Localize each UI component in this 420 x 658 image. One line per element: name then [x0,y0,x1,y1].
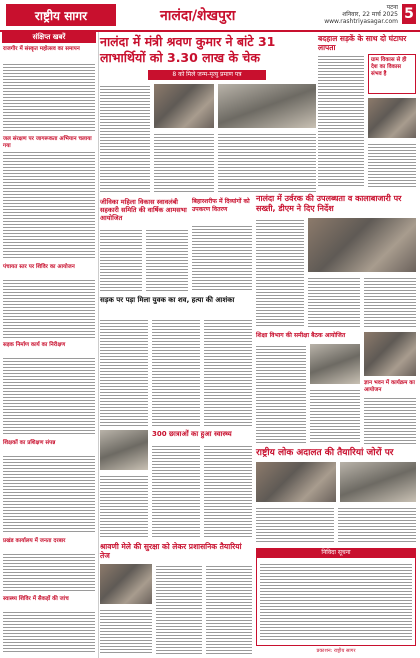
region-title: नालंदा/शेखपुरा [160,8,236,24]
story9-body-text [338,506,416,544]
right-top-photo [368,98,416,138]
story6-photo [310,344,360,384]
story2-photo [308,218,416,272]
masthead-info [324,4,398,25]
advert-footer: प्रकाशन: राष्ट्रीय सागर [316,648,356,654]
story5-body-text [204,318,252,426]
lead-headline: नालंदा में मंत्री श्रवण कुमार ने बांटे 31 लाभार्थियों को 3.30 लाख के चेक [100,34,276,65]
story6-body-text [310,388,360,444]
story7-photo [100,430,148,470]
story3-body-text [100,228,142,292]
date-label: शनिवार, 22 मार्च 2025 [342,11,398,18]
sidebar-body-text [3,150,95,260]
lead-body-text [154,132,214,194]
sidebar-body-text [3,454,95,534]
advert-header: निविदा सूचना [256,548,416,558]
story2-body-text [364,276,416,328]
lead-body-text [100,84,150,194]
sidebar-body-text [3,610,95,654]
story7-body-text [204,444,252,538]
story3-headline: जीविका महिला विकास स्वावलंबी सहकारी समिति की वार्षिक आमसभा आयोजित [100,198,187,222]
story2-headline: नालंदा में उर्वरक की उपलब्धता व कालाबाजारी पर सख्ती, डीएम ने दिए निर्देश [256,194,402,213]
right-mid-photo [364,332,416,376]
lead-body-text [218,132,316,194]
quote-box: ग्राम विकास से ही देश का विकास संभव है [368,54,416,94]
story6-body-text [256,344,306,444]
lead-photo [218,84,316,128]
story5-body-text [100,318,148,426]
right-top-headline: बदहाल सड़कें के साथ दो घंटाघर लापता [318,34,407,52]
story3-body-text [146,228,188,292]
story4-body-text [192,224,252,292]
sidebar-item-title: पंचायत स्तर पर शिविर का आयोजन [3,264,75,270]
story7-body-text [152,444,200,538]
right-top-body-text [368,142,416,188]
lead-badge: 8 को मिले जन्म-मृत्यु प्रमाण पत्र [148,70,266,80]
sidebar-body-text [3,356,95,436]
story10-body-text [364,396,416,444]
story8-body-text [100,608,152,654]
lead-photo [154,84,214,128]
story5-body-text [152,318,200,426]
story2-body-text [256,218,304,328]
web-label: www.rashtriyasagar.com [324,18,398,25]
story7-body-text [100,474,148,538]
sidebar-column [0,32,99,658]
city-label: पटना [386,4,398,11]
sidebar-item-title: प्रखंड कार्यालय में जनता दरबार [3,538,66,544]
story10-headline: ज्ञान भवन में कार्यक्रम का आयोजन [364,380,415,393]
sidebar-item-title: जल संरक्षण पर जागरूकता अभियान चलाया गया [3,136,92,149]
right-top-body-text [318,54,364,188]
story9-body-text [256,506,334,544]
page-number: 5 [402,4,416,24]
story7-headline: 300 छात्राओं का हुआ स्वास्थ्य [152,430,232,438]
story9-photo [256,462,336,502]
sidebar-item-title: राजगीर में संस्कृत महोत्सव का समापन [3,46,80,52]
story6-headline: शिक्षा विभाग की समीक्षा बैठक आयोजित [256,332,346,339]
sidebar-item-title: शिक्षकों का प्रशिक्षण संपन्न [3,440,56,446]
sidebar-body-text [3,62,95,132]
advert-body-text [260,562,412,642]
story9-headline: राष्ट्रीय लोक अदालत की तैयारियां जोरों पर [256,448,394,458]
sidebar-body-text [3,552,95,592]
story8-photo [100,564,152,604]
story8-body-text [206,564,252,654]
sidebar-body-text [3,278,95,338]
story2-body-text [308,276,360,328]
story5-headline: सड़क पर पड़ा मिला युवक का शव, हत्या की आशंका [100,296,235,304]
story8-body-text [156,564,202,654]
section-title: राष्ट्रीय सागर [6,4,116,26]
sidebar-item-title: सड़क निर्माण कार्य का निरीक्षण [3,342,66,348]
story4-headline: बिहारशरीफ में दिव्यांगों को उपकरण वितरण [192,198,250,213]
story8-headline: श्रावणी मेले की सुरक्षा को लेकर प्रशासनिक तैयारियां तेज [100,542,242,560]
sidebar-header: संक्षिप्त खबरें [2,32,96,43]
story9-photo [340,462,416,502]
sidebar-item-title: स्वास्थ्य शिविर में सैकड़ों की जांच [3,596,69,602]
